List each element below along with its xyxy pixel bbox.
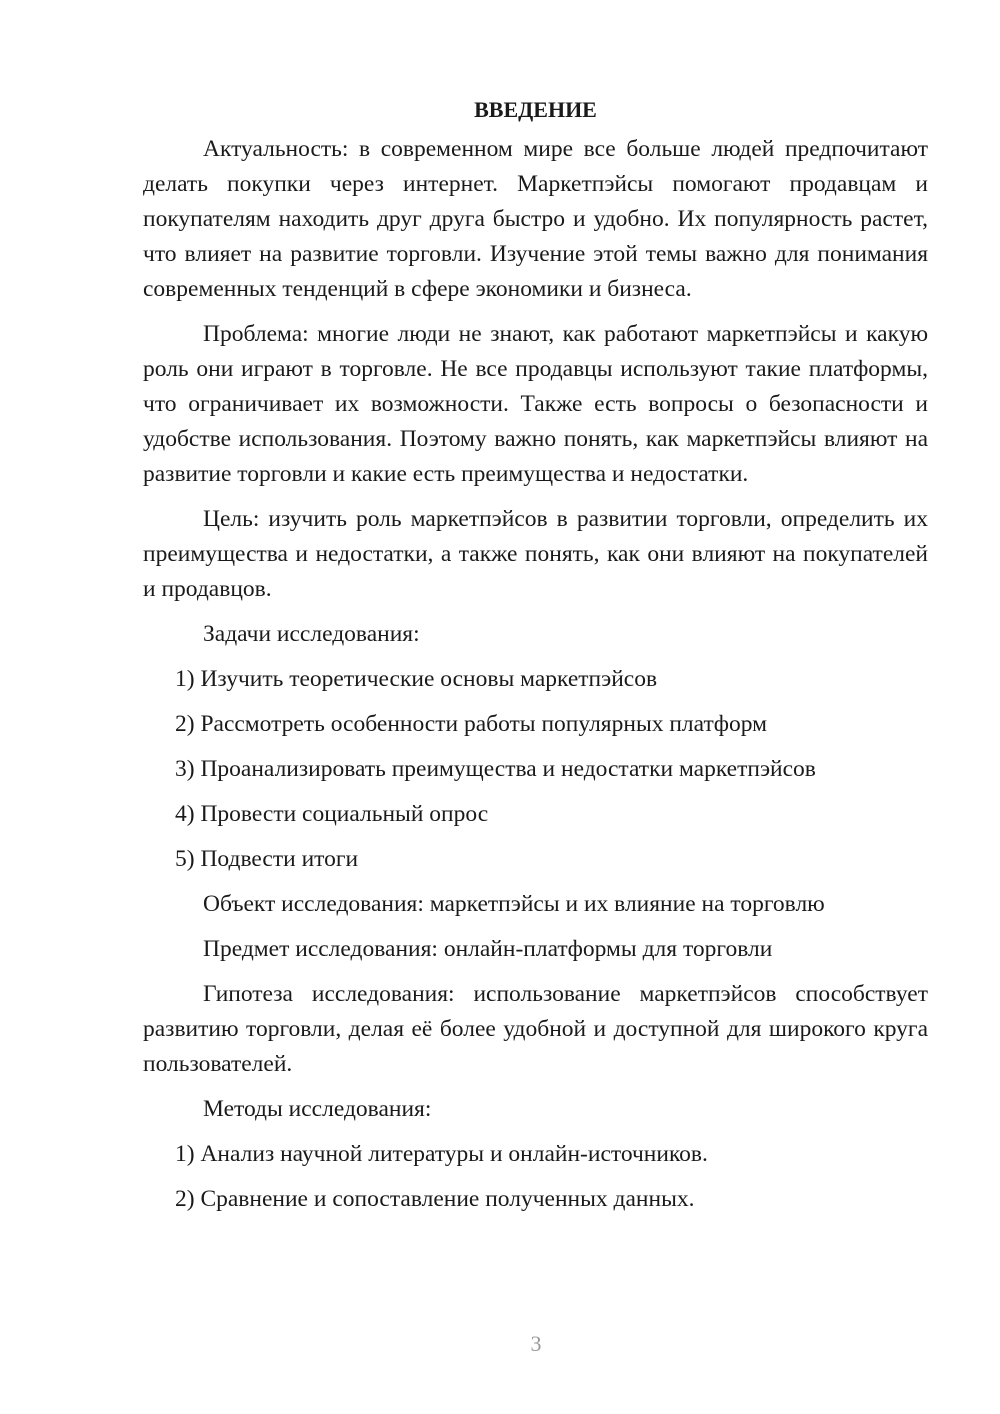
methods-heading: Методы исследования: <box>203 1096 432 1122</box>
methods-list <box>143 1137 928 1217</box>
task-item: 5) Подвести итоги <box>175 846 359 872</box>
task-item: 1) Изучить теоретические основы маркетпэйсов <box>175 666 658 692</box>
page-number: 3 <box>530 1331 542 1356</box>
subject-line: Предмет исследования: онлайн-платформы для торговли <box>203 936 773 962</box>
task-item: 3) Проанализировать преимущества и недостатки маркетпэйсов <box>175 756 816 782</box>
relevance-paragraph: Актуальность: в современном мире все больше людей предпочитают делать покупки через интернет. Маркетпэйсы помогают продавцам и покупателям находить друг друга быстро и удобно. Их популярность растет, что влияет на развитие торговли. Изучение этой темы важно для понимания современных тенденций в сфере экономики и бизнеса. <box>143 136 928 302</box>
document-page <box>143 92 928 1217</box>
section-title: ВВЕДЕНИЕ <box>474 97 597 122</box>
task-item: 2) Рассмотреть особенности работы популярных платформ <box>175 711 767 737</box>
hypothesis-paragraph: Гипотеза исследования: использование маркетпэйсов способствует развитию торговли, делая её более удобной и доступной для широкого круга пользователей. <box>143 981 928 1077</box>
tasks-heading: Задачи исследования: <box>203 621 420 647</box>
task-item: 4) Провести социальный опрос <box>175 801 489 827</box>
tasks-list <box>143 662 928 877</box>
problem-paragraph: Проблема: многие люди не знают, как работают маркетпэйсы и какую роль они играют в торговле. Не все продавцы используют такие платформы, что ограничивает их возможности. Также есть вопросы о безопасности и удобстве использования. Поэтому важно понять, как маркетпэйсы влияют на развитие торговли и какие есть преимущества и недостатки. <box>143 321 928 487</box>
method-item: 1) Анализ научной литературы и онлайн-источников. <box>175 1141 708 1167</box>
method-item: 2) Сравнение и сопоставление полученных данных. <box>175 1186 695 1212</box>
goal-paragraph: Цель: изучить роль маркетпэйсов в развитии торговли, определить их преимущества и недостатки, а также понять, как они влияют на покупателей и продавцов. <box>143 506 928 602</box>
object-line: Объект исследования: маркетпэйсы и их влияние на торговлю <box>203 891 825 917</box>
